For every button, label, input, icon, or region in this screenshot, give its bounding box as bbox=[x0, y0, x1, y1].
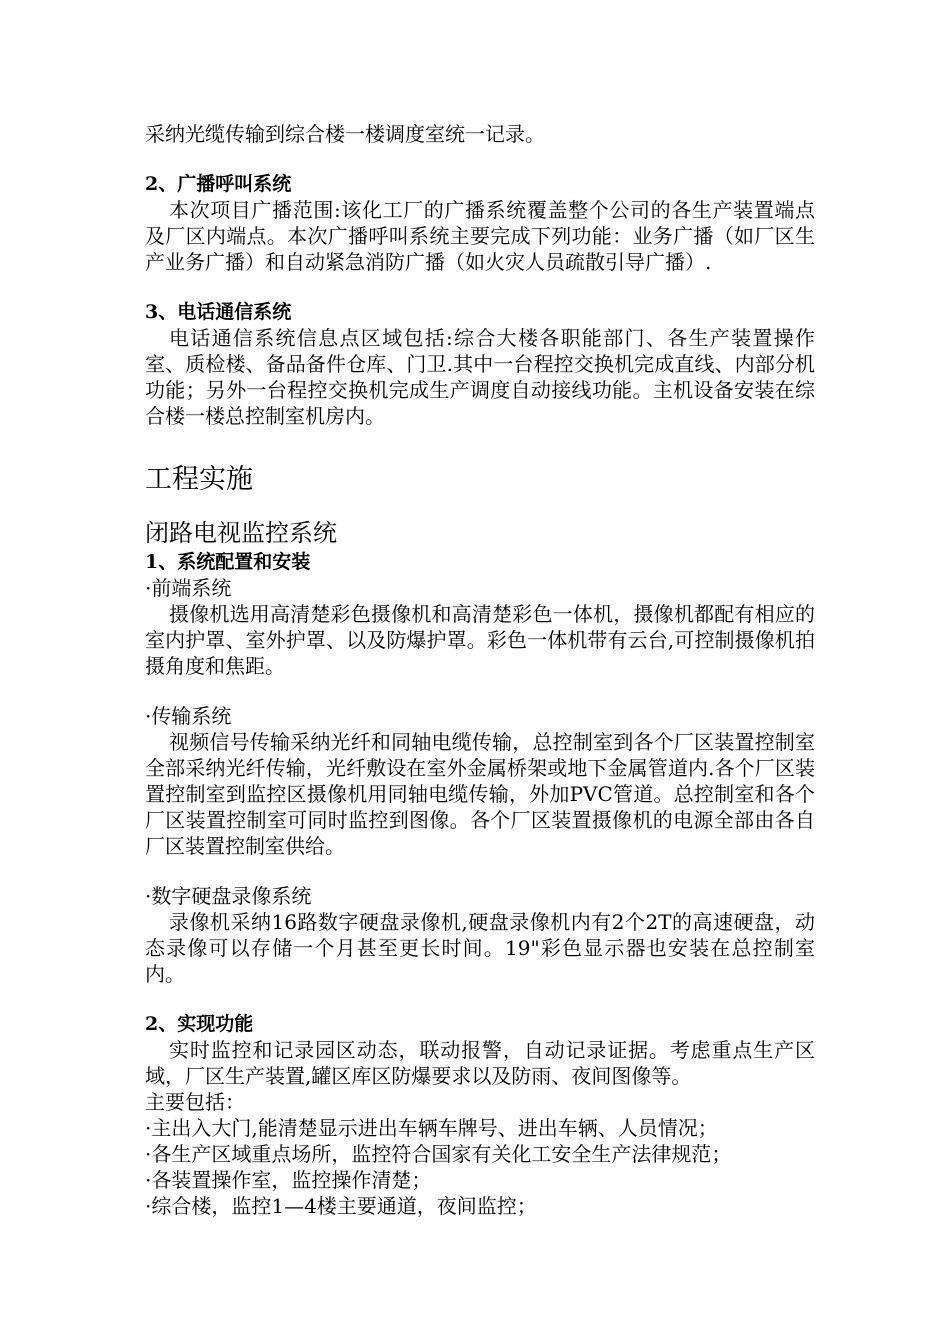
functions-intro: 主要包括： bbox=[145, 1090, 245, 1114]
telephone-body: 电话通信系统信息点区域包括:综合大楼各职能部门、各生产装置操作室、质检楼、备品备件仓库、门卫.其中一台程控交换机完成直线、内部分机功能；另外一台程控交换机完成生产调度自动接线功能。主机设备安装在综合楼一楼总控制室机房内。 bbox=[145, 326, 815, 428]
transmission-body: 视频信号传输采纳光纤和同轴电缆传输，总控制室到各个厂区装置控制室全部采纳光纤传输，光纤敷设在室外金属桥架或地下金属管道内.各个厂区装置控制室到监控区摄像机用同轴电缆传输，外加PVC管道。总控制室和各个厂区装置控制室可同时监控到图像。各个厂区装置摄像机的电源全部由各自厂区装置控制室供给。 bbox=[145, 730, 815, 858]
transmission-label: ·传输系统 bbox=[145, 704, 232, 728]
dvr-body: 录像机采纳16路数字硬盘录像机,硬盘录像机内有2个2T的高速硬盘，动态录像可以存储一个月甚至更长时间。19"彩色显示器也安装在总控制室内。 bbox=[145, 910, 815, 986]
frontend-label: ·前端系统 bbox=[145, 576, 232, 600]
cctv-title: 闭路电视监控系统 bbox=[145, 519, 337, 547]
intro-tail-text: 采纳光缆传输到综合楼一楼调度室统一记录。 bbox=[145, 122, 545, 146]
functions-body: 实时监控和记录园区动态，联动报警，自动记录证据。考虑重点生产区域，厂区生产装置,罐区库区防爆要求以及防雨、夜间图像等。 bbox=[145, 1038, 815, 1088]
section-title: 工程实施 bbox=[145, 464, 253, 495]
frontend-body: 摄像机选用高清楚彩色摄像机和高清楚彩色一体机，摄像机都配有相应的室内护罩、室外护罩、以及防爆护罩。彩色一体机带有云台,可控制摄像机拍摄角度和焦距。 bbox=[145, 602, 815, 678]
broadcast-heading: 2、广播呼叫系统 bbox=[145, 173, 292, 195]
list-item: ·综合楼，监控1—4楼主要通道，夜间监控； bbox=[145, 1194, 537, 1218]
list-item: ·各生产区域重点场所，监控符合国家有关化工安全生产法律规范； bbox=[145, 1142, 732, 1166]
document-page bbox=[145, 121, 815, 1219]
list-item: ·主出入大门,能清楚显示进出车辆车牌号、进出车辆、人员情况； bbox=[145, 1116, 718, 1140]
cctv-config-heading: 1、系统配置和安装 bbox=[145, 551, 311, 573]
telephone-heading: 3、电话通信系统 bbox=[145, 301, 292, 323]
broadcast-body: 本次项目广播范围:该化工厂的广播系统覆盖整个公司的各生产装置端点及厂区内端点。本次广播呼叫系统主要完成下列功能：业务广播（如厂区生产业务广播）和自动紧急消防广播（如火灾人员疏散引导广播）. bbox=[145, 198, 815, 274]
functions-heading: 2、实现功能 bbox=[145, 1013, 254, 1035]
dvr-label: ·数字硬盘录像系统 bbox=[145, 884, 312, 908]
list-item: ·各装置操作室，监控操作清楚； bbox=[145, 1168, 432, 1192]
